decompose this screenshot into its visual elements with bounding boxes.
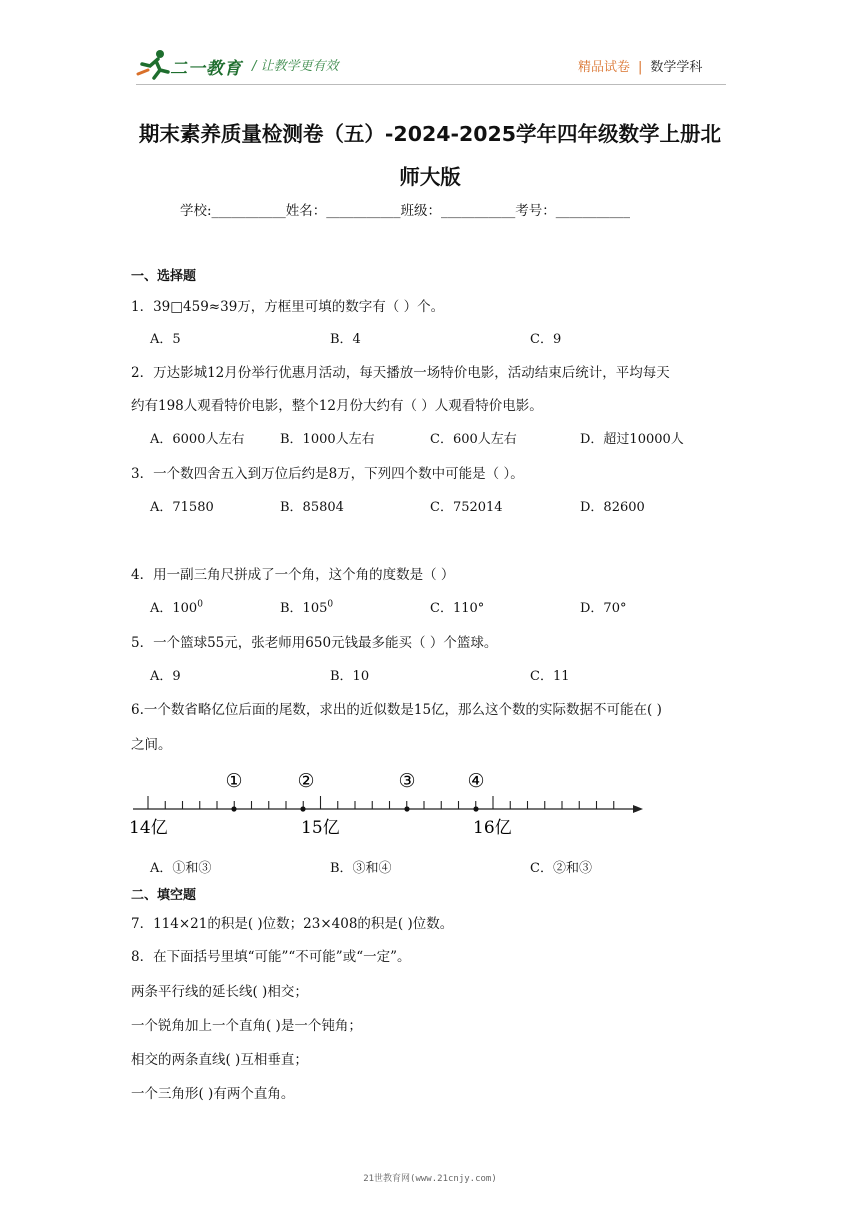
q5-option-a: A．9 xyxy=(150,669,181,684)
slogan: / 让教学更有效 xyxy=(252,59,339,74)
q8-line3: 相交的两条直线( )互相垂直； xyxy=(131,1052,308,1068)
q5-option-b: B．10 xyxy=(330,669,370,684)
number-line-point-1 xyxy=(231,806,236,811)
marker-4: ④ xyxy=(467,770,485,792)
number-line-figure xyxy=(125,765,655,840)
page-title-line2: 师大版 xyxy=(399,165,461,189)
q2-option-a: A．6000人左右 xyxy=(150,432,245,447)
q1-option-b: B．4 xyxy=(330,332,361,347)
marker-2: ② xyxy=(297,770,315,792)
q8-line2: 一个锐角加上一个直角( )是一个钝角； xyxy=(131,1018,362,1034)
page-footer: 21世教育网(www.21cnjy.com) xyxy=(363,1174,497,1184)
header-right xyxy=(578,56,702,75)
q4-option-d: D．70° xyxy=(580,601,627,616)
nl-label-14: 14亿 xyxy=(129,818,168,838)
q5-option-c: C．11 xyxy=(530,669,570,684)
marker-3: ③ xyxy=(398,770,416,792)
q6-stem-line1: 6.一个数省略亿位后面的尾数，求出的近似数是15亿，那么这个数的实际数据不可能在( ) xyxy=(131,702,662,718)
nl-label-15: 15亿 xyxy=(301,818,340,838)
q1-option-a: A．5 xyxy=(150,332,181,347)
q6-option-c: C．②和③ xyxy=(530,861,592,876)
q3-option-b: B．85804 xyxy=(280,500,344,515)
q2-stem-line2: 约有198人观看特价电影，整个12月份大约有（ ）人观看特价电影。 xyxy=(131,398,543,414)
number-line-ticks xyxy=(148,796,614,809)
q3-stem: 3．一个数四舍五入到万位后约是8万，下列四个数中可能是（ ）。 xyxy=(131,466,524,482)
q4-option-a-text: A．100 xyxy=(150,601,198,616)
q8-stem: 8．在下面括号里填“可能”“不可能”或“一定”。 xyxy=(131,949,411,965)
q4-option-c: C．110° xyxy=(430,601,485,616)
q4-option-b-text: B．105 xyxy=(280,601,328,616)
q6-option-a: A．①和③ xyxy=(150,861,212,876)
q4-stem: 4．用一副三角尺拼成了一个角，这个角的度数是（ ） xyxy=(131,567,455,583)
q6-stem-line2: 之间。 xyxy=(131,737,172,753)
q4-option-a xyxy=(150,597,203,616)
q4-option-b-sup: 0 xyxy=(327,599,334,610)
number-line-point-3 xyxy=(404,806,409,811)
q7-stem: 7．114×21的积是( )位数；23×408的积是( )位数。 xyxy=(131,916,454,932)
q2-stem-line1: 2．万达影城12月份举行优惠月活动，每天播放一场特价电影，活动结束后统计，平均每天 xyxy=(131,365,670,381)
marker-1: ① xyxy=(225,770,243,792)
section-choice-heading: 一、选择题 xyxy=(131,269,197,284)
q8-line4: 一个三角形( )有两个直角。 xyxy=(131,1086,295,1102)
q4-option-b xyxy=(280,597,333,616)
q3-option-a: A．71580 xyxy=(150,500,214,515)
header-separator: | xyxy=(638,60,643,75)
q3-option-c: C．752014 xyxy=(430,500,503,515)
q4-option-a-sup: 0 xyxy=(197,599,203,610)
logo-text: 二一教育 xyxy=(170,59,242,79)
q3-option-d: D．82600 xyxy=(580,500,645,515)
q2-option-b: B．1000人左右 xyxy=(280,432,375,447)
header-subject: 数学学科 xyxy=(650,60,703,75)
section-fill-heading: 二、填空题 xyxy=(131,888,197,903)
header-rule xyxy=(136,84,726,85)
q2-option-d: D．超过10000人 xyxy=(580,432,684,447)
nl-label-16: 16亿 xyxy=(473,818,512,838)
header-tag: 精品试卷 xyxy=(578,60,631,75)
q1-stem: 1．39□459≈39万，方框里可填的数字有（ ）个。 xyxy=(131,299,445,315)
q6-option-b: B．③和④ xyxy=(330,861,392,876)
number-line-arrow xyxy=(633,805,643,813)
q5-stem: 5．一个篮球55元，张老师用650元钱最多能买（ ）个篮球。 xyxy=(131,635,498,651)
student-info-line: 学校:___________姓名：___________班级：___________考号：___________ xyxy=(180,203,631,219)
q2-option-c: C．600人左右 xyxy=(430,432,517,447)
number-line-point-4 xyxy=(473,806,478,811)
q1-option-c: C．9 xyxy=(530,332,562,347)
number-line-point-2 xyxy=(300,806,305,811)
q8-line1: 两条平行线的延长线( )相交； xyxy=(131,984,308,1000)
page-title-line1: 期末素养质量检测卷（五）-2024-2025学年四年级数学上册北 xyxy=(138,122,722,146)
